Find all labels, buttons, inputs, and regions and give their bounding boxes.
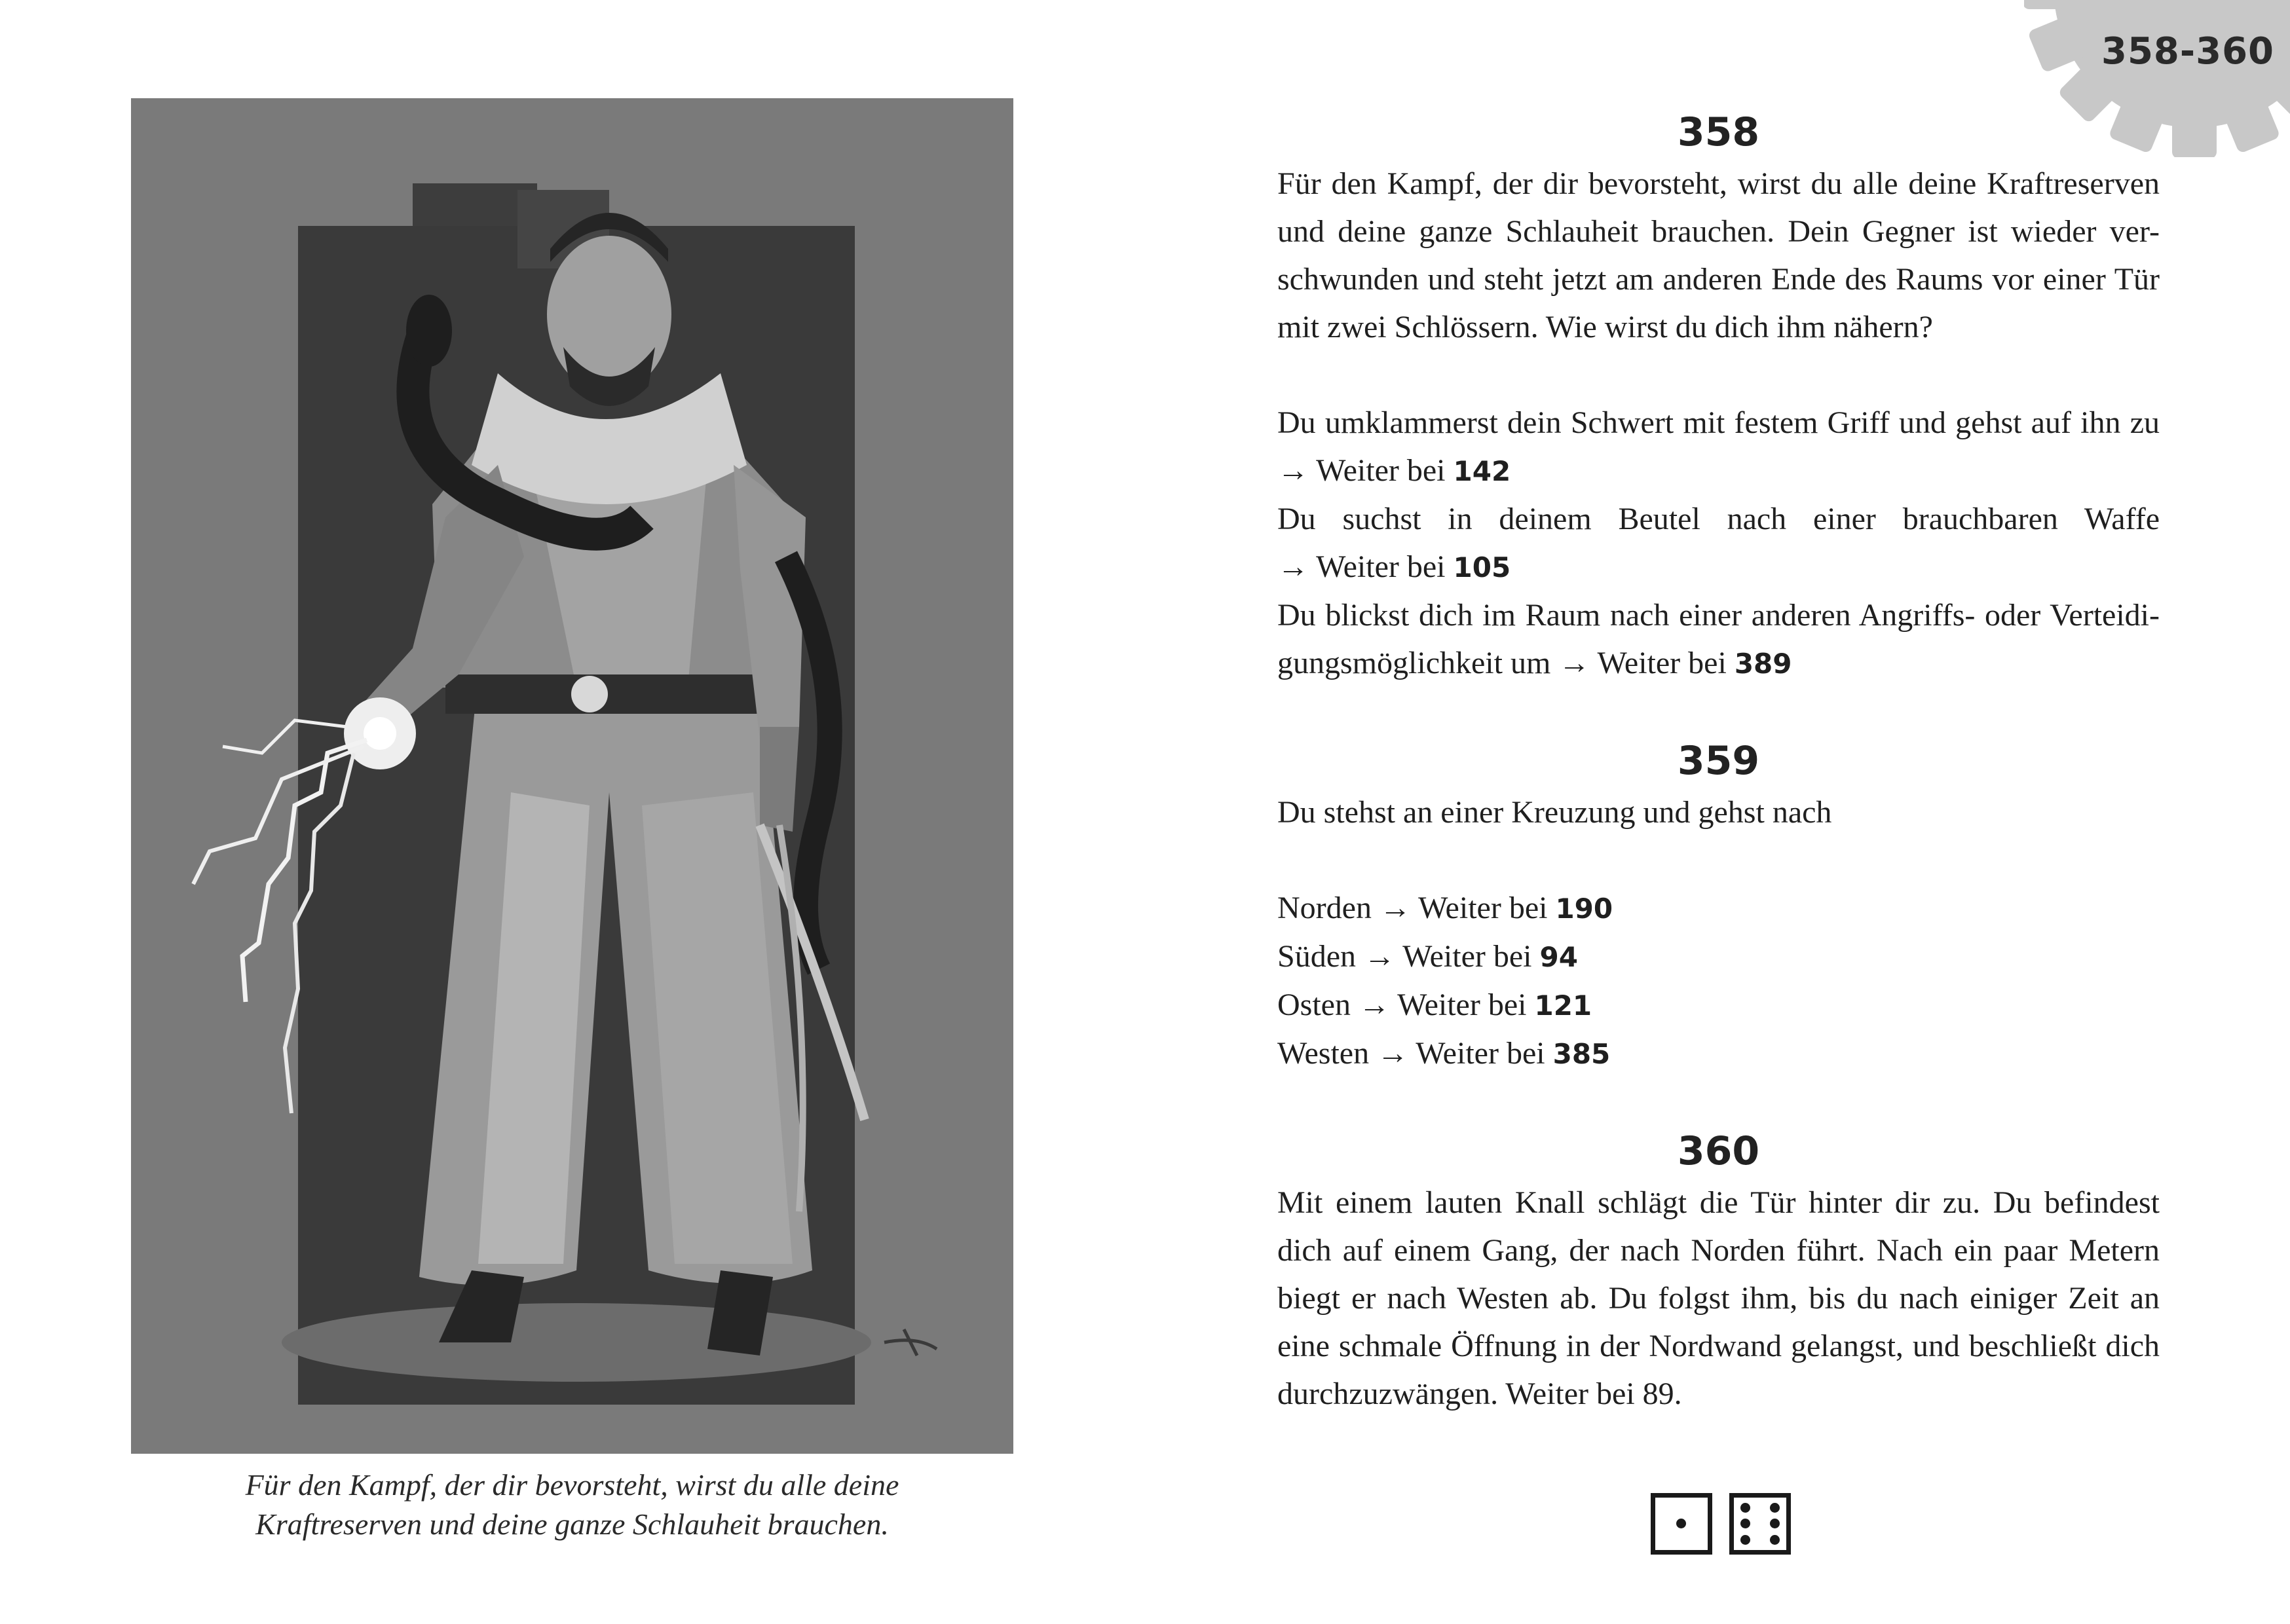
- choice-2-text: Du suchst in deinem Beutel nach einer brauchbaren Waffe: [1277, 502, 2160, 536]
- direction-east[interactable]: [1277, 981, 2160, 1029]
- text-line: dich auf einem Gang, der nach Norden führt. Nach ein paar Metern: [1277, 1233, 2160, 1268]
- illustration-wizard: [131, 98, 1013, 1454]
- choice-2-prefix: → Weiter bei: [1277, 549, 1454, 584]
- direction-label: Süden → Weiter bei: [1277, 939, 1540, 974]
- text-line: mit zwei Schlössern. Wie wirst du dich ihm nähern?: [1277, 310, 1933, 344]
- choice-2-link[interactable]: [1277, 543, 2160, 591]
- wizard-illustration-graphic: [131, 98, 1013, 1454]
- section-number-358: 358: [1677, 109, 1760, 155]
- text-line: biegt er nach Westen ab. Du folgst ihm, bis du nach einiger Zeit an: [1277, 1281, 2160, 1316]
- text-line: schwunden und steht jetzt am anderen Ende des Raums vor einer Tür: [1277, 262, 2160, 297]
- page-range: 358-360: [2101, 30, 2275, 73]
- choice-3-target: 389: [1734, 648, 1792, 680]
- section-359-directions: [1277, 884, 2160, 1078]
- die-six-icon: [1729, 1493, 1791, 1555]
- choice-3-line-1: Du blickst dich im Raum nach einer anderen Angriffs- oder Verteidi-: [1277, 598, 2160, 633]
- section-number-360: 360: [1677, 1128, 1760, 1174]
- text-column: [1277, 105, 2160, 1418]
- text-line: eine schmale Öffnung in der Nordwand gelangst, und beschließt dich: [1277, 1329, 2160, 1363]
- direction-north[interactable]: [1277, 884, 2160, 932]
- section-358-choices: [1277, 399, 2160, 688]
- section-360-body: [1277, 1179, 2160, 1418]
- die-one-icon: [1651, 1493, 1712, 1555]
- choice-1-target: 142: [1453, 455, 1511, 487]
- direction-target: 190: [1555, 893, 1613, 925]
- direction-label: Osten → Weiter bei: [1277, 987, 1535, 1022]
- text-line: durchzuzwängen. Weiter bei 89.: [1277, 1376, 1682, 1411]
- direction-label: Norden → Weiter bei: [1277, 891, 1556, 925]
- text-line: Mit einem lauten Knall schlägt die Tür hinter dir zu. Du befindest: [1277, 1185, 2160, 1220]
- section-358-body: [1277, 160, 2160, 351]
- direction-label: Westen → Weiter bei: [1277, 1036, 1553, 1071]
- choice-1-text: Du umklammerst dein Schwert mit festem Griff und gehst auf ihn zu: [1277, 405, 2160, 440]
- choice-3-link[interactable]: [1277, 639, 2160, 688]
- choice-3-line-2: gungsmöglichkeit um → Weiter bei: [1277, 646, 1735, 680]
- direction-target: 121: [1534, 989, 1592, 1022]
- direction-south[interactable]: [1277, 932, 2160, 981]
- choice-1-link[interactable]: [1277, 447, 2160, 495]
- section-359-intro: Du stehst an einer Kreuzung und gehst nach: [1277, 795, 1832, 830]
- choice-2-target: 105: [1453, 551, 1511, 583]
- text-line: Für den Kampf, der dir bevorsteht, wirst du alle deine Kraftreserven: [1277, 166, 2160, 201]
- direction-target: 385: [1552, 1038, 1611, 1070]
- illustration-caption: [131, 1466, 1013, 1544]
- choice-1-prefix: → Weiter bei: [1277, 453, 1454, 488]
- direction-target: 94: [1539, 941, 1578, 973]
- direction-west[interactable]: [1277, 1029, 2160, 1078]
- text-line: und deine ganze Schlauheit brauchen. Dein Gegner ist wieder ver-: [1277, 214, 2160, 249]
- caption-line-1: Für den Kampf, der dir bevorsteht, wirst du alle deine: [245, 1468, 899, 1502]
- section-number-359: 359: [1677, 738, 1760, 784]
- caption-line-2: Kraftreserven und deine ganze Schlauheit brauchen.: [255, 1507, 889, 1541]
- dice-pair: [1651, 1493, 1791, 1555]
